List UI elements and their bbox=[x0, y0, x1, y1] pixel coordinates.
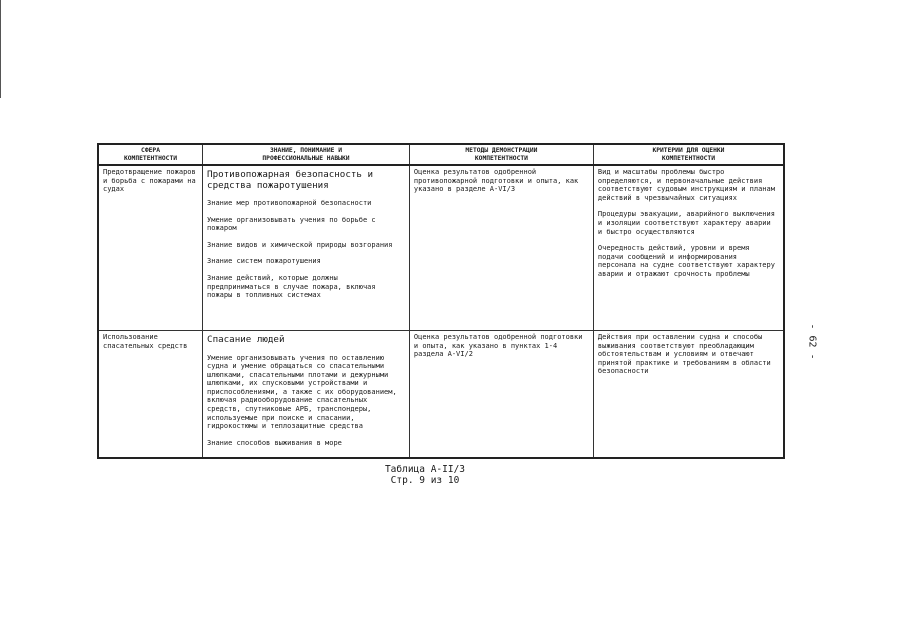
header-knowledge: ЗНАНИЕ, ПОНИМАНИЕ И ПРОФЕССИОНАЛЬНЫЕ НАВЫКИ bbox=[203, 144, 410, 165]
caption-title: Таблица A-II/3 bbox=[384, 464, 466, 475]
knowledge-item: Знание систем пожаротушения bbox=[207, 257, 321, 266]
method-cell: Оценка результатов одобренной противопожарной подготовки и опыта, как указано в разделе A-VI/3 bbox=[409, 165, 593, 331]
criteria-item: Вид и масштабы проблемы быстро определяются, и первоначальные действия соответствуют судовым инструкциям и планам действий в чрезвычайных ситуациях bbox=[597, 168, 775, 202]
header-criteria: КРИТЕРИИ ДЛЯ ОЦЕНКИ КОМПЕТЕНТНОСТИ bbox=[593, 144, 784, 165]
header-sphere: СФЕРА КОМПЕТЕНТНОСТИ bbox=[98, 144, 203, 165]
knowledge-item: Знание видов и химической природы возгорания bbox=[207, 240, 393, 249]
scan-margin-line bbox=[0, 0, 1, 98]
knowledge-item: Знание мер противопожарной безопасности bbox=[207, 199, 372, 207]
criteria-cell bbox=[593, 165, 784, 331]
criteria-item: Действия при оставлении судна и способы выживания соответствуют преобладающим обстоятельствам и условиям и отвечают принятой практике и требованиям в области безопасности bbox=[597, 333, 771, 376]
criteria-item: Процедуры эвакуации, аварийного выключения и изоляции соответствуют характеру аварии и быстро осуществляются bbox=[597, 210, 775, 236]
topic-title: Противопожарная безопасность и средства пожаротушения bbox=[207, 169, 373, 191]
criteria-item: Очередность действий, уровни и время подачи сообщений и информирования персонала на судне соответствуют характеру аварии и отражают срочность проблемы bbox=[597, 244, 775, 278]
page-number: - 62 - bbox=[806, 323, 818, 360]
sphere-cell: Предотвращение пожаров и борьба с пожарами на судах bbox=[98, 165, 203, 331]
competence-table bbox=[97, 143, 785, 459]
table-row bbox=[98, 331, 784, 459]
method-cell: Оценка результатов одобренной подготовки и опыта, как указано в пунктах 1-4 раздела A-VI/2 bbox=[409, 331, 593, 459]
table-row bbox=[98, 165, 784, 331]
knowledge-cell bbox=[203, 331, 410, 459]
knowledge-item: Умение организовывать учения по оставлению судна и умение обращаться со спасательными шлюпками, спасательными плотами и дежурными шлюпками, их спусковыми устройствами и приспособлениями, а также с их оборудованием, включая радиооборудование спасательных средств, спутниковые АРБ, транспондеры, используемые при поиске и спасании, гидрокостюмы и теплозащитные средства bbox=[207, 353, 397, 431]
table-caption bbox=[350, 464, 500, 486]
criteria-cell bbox=[593, 331, 784, 459]
topic-title: Спасание людей bbox=[207, 334, 285, 345]
knowledge-item: Умение организовывать учения по борьбе с пожаром bbox=[207, 215, 376, 233]
knowledge-cell bbox=[203, 165, 410, 331]
caption-page: Стр. 9 из 10 bbox=[390, 475, 460, 486]
sphere-cell: Использование спасательных средств bbox=[98, 331, 203, 459]
table-header-row bbox=[98, 144, 784, 165]
knowledge-item: Знание действий, которые должны предприниматься в случае пожара, включая пожары в топливных системах bbox=[207, 273, 376, 300]
header-methods: МЕТОДЫ ДЕМОНСТРАЦИИ КОМПЕТЕНТНОСТИ bbox=[409, 144, 593, 165]
knowledge-item: Знание способов выживания в море bbox=[207, 438, 342, 447]
